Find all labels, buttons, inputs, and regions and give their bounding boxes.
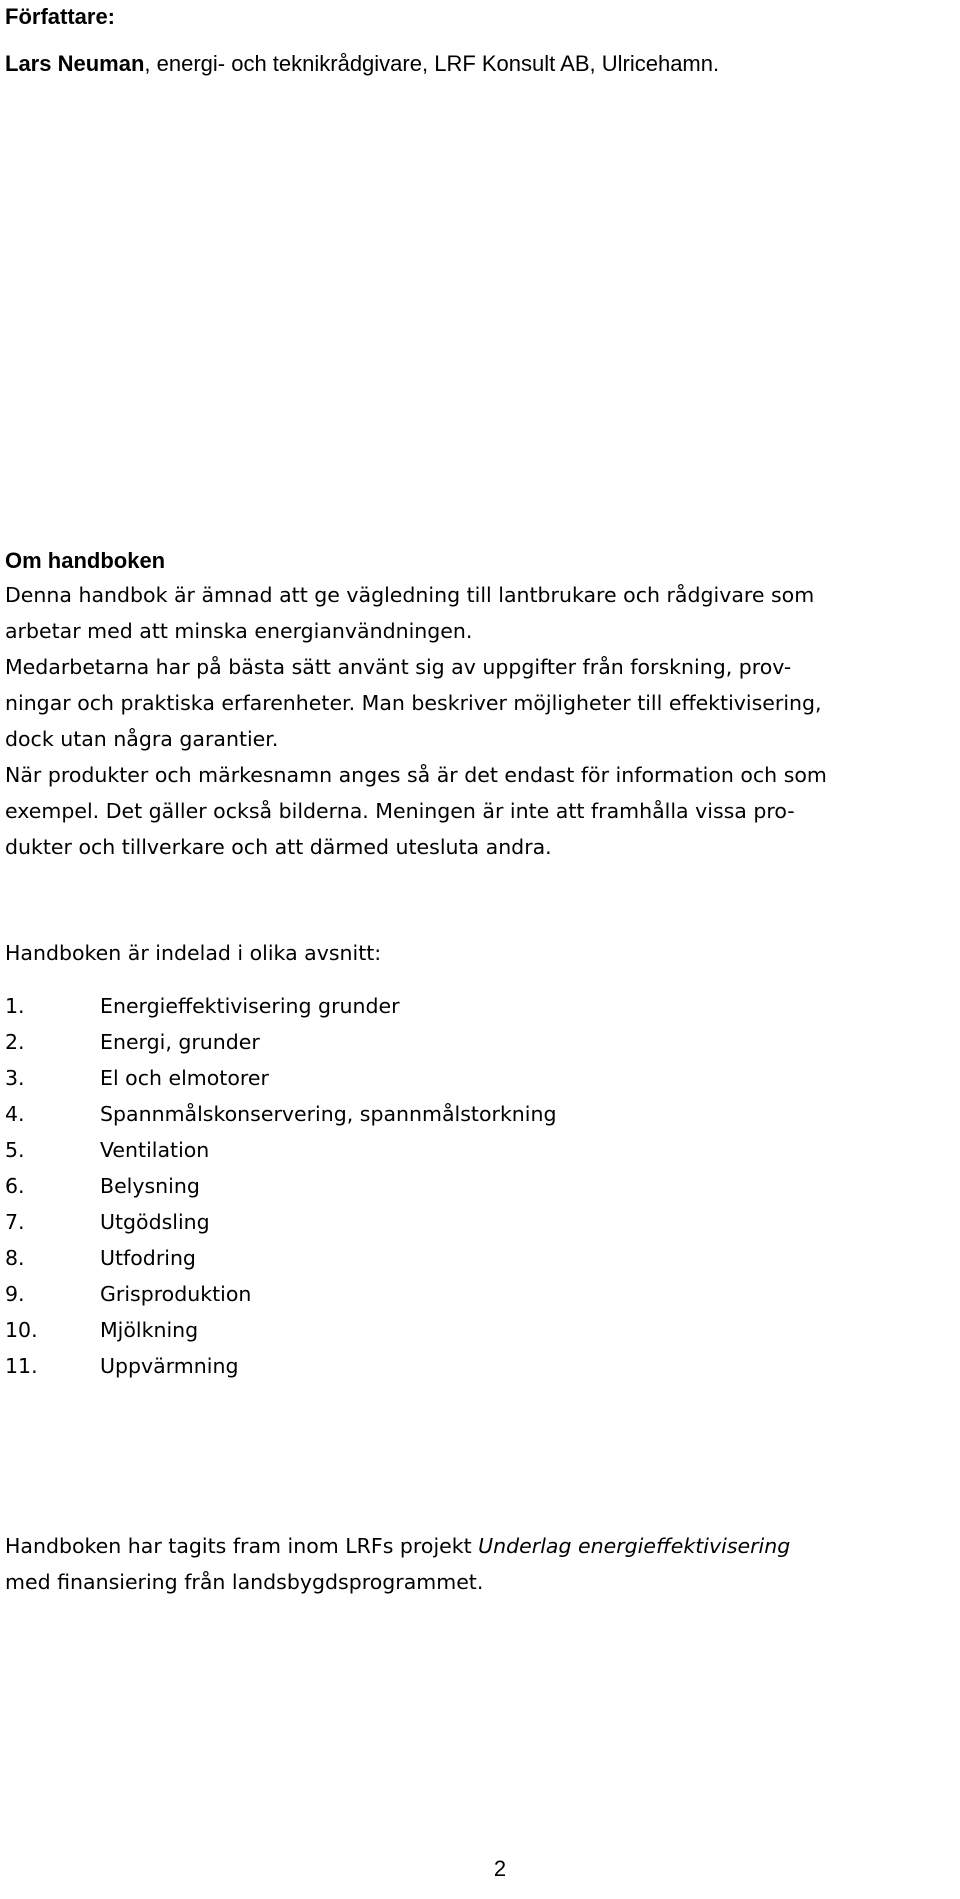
project-name: Underlag energieffektivisering bbox=[478, 1534, 791, 1558]
section-number: 10. bbox=[5, 1318, 38, 1342]
list-item bbox=[5, 1168, 557, 1204]
sections-list bbox=[5, 988, 557, 1384]
section-number: 2. bbox=[5, 1030, 25, 1054]
list-item bbox=[5, 1348, 557, 1384]
about-heading: Om handboken bbox=[5, 548, 166, 573]
list-item bbox=[5, 1060, 557, 1096]
about-line: Denna handbok är ämnad att ge vägledning till lantbrukare och rådgivare som bbox=[5, 583, 815, 607]
author-name: Lars Neuman bbox=[5, 51, 145, 76]
section-title: El och elmotorer bbox=[100, 1066, 269, 1090]
section-title: Utgödsling bbox=[100, 1210, 210, 1234]
list-item bbox=[5, 1240, 557, 1276]
section-title: Ventilation bbox=[100, 1138, 210, 1162]
author-description: , energi- och teknikrådgivare, LRF Konsult AB, Ulricehamn. bbox=[144, 51, 720, 76]
funding-prefix: Handboken har tagits fram inom LRFs projekt bbox=[5, 1534, 479, 1558]
section-number: 5. bbox=[5, 1138, 25, 1162]
sections-intro: Handboken är indelad i olika avsnitt: bbox=[5, 941, 382, 965]
section-title: Energieffektivisering grunder bbox=[100, 994, 400, 1018]
about-paragraph bbox=[5, 577, 935, 865]
section-number: 1. bbox=[5, 994, 25, 1018]
list-item bbox=[5, 1276, 557, 1312]
section-title: Uppvärmning bbox=[100, 1354, 239, 1378]
about-line: arbetar med att minska energianvändningen. bbox=[5, 619, 473, 643]
funding-line bbox=[5, 1528, 945, 1564]
section-number: 8. bbox=[5, 1246, 25, 1270]
section-number: 3. bbox=[5, 1066, 25, 1090]
funding-line: med finansiering från landsbygdsprogrammet. bbox=[5, 1570, 484, 1594]
list-item bbox=[5, 1024, 557, 1060]
list-item bbox=[5, 1204, 557, 1240]
authors-heading: Författare: bbox=[5, 4, 116, 29]
about-line: Medarbetarna har på bästa sätt använt sig av uppgifter från forskning, prov- bbox=[5, 655, 792, 679]
page-number: 2 bbox=[493, 1856, 507, 1881]
about-line: dukter och tillverkare och att därmed utesluta andra. bbox=[5, 835, 552, 859]
list-item bbox=[5, 988, 557, 1024]
section-number: 7. bbox=[5, 1210, 25, 1234]
author-credit bbox=[5, 50, 719, 78]
about-line: exempel. Det gäller också bilderna. Meningen är inte att framhålla vissa pro- bbox=[5, 799, 795, 823]
section-number: 11. bbox=[5, 1354, 38, 1378]
about-line: När produkter och märkesnamn anges så är det endast för information och som bbox=[5, 763, 827, 787]
section-title: Utfodring bbox=[100, 1246, 196, 1270]
list-item bbox=[5, 1096, 557, 1132]
section-number: 4. bbox=[5, 1102, 25, 1126]
section-number: 9. bbox=[5, 1282, 25, 1306]
list-item bbox=[5, 1132, 557, 1168]
section-title: Belysning bbox=[100, 1174, 200, 1198]
section-title: Grisproduktion bbox=[100, 1282, 252, 1306]
funding-note bbox=[5, 1528, 945, 1600]
about-line: ningar och praktiska erfarenheter. Man beskriver möjligheter till effektivisering, bbox=[5, 691, 822, 715]
list-item bbox=[5, 1312, 557, 1348]
section-title: Spannmålskonservering, spannmålstorkning bbox=[100, 1102, 557, 1126]
section-number: 6. bbox=[5, 1174, 25, 1198]
section-title: Mjölkning bbox=[100, 1318, 199, 1342]
about-line: dock utan några garantier. bbox=[5, 727, 279, 751]
section-title: Energi, grunder bbox=[100, 1030, 260, 1054]
